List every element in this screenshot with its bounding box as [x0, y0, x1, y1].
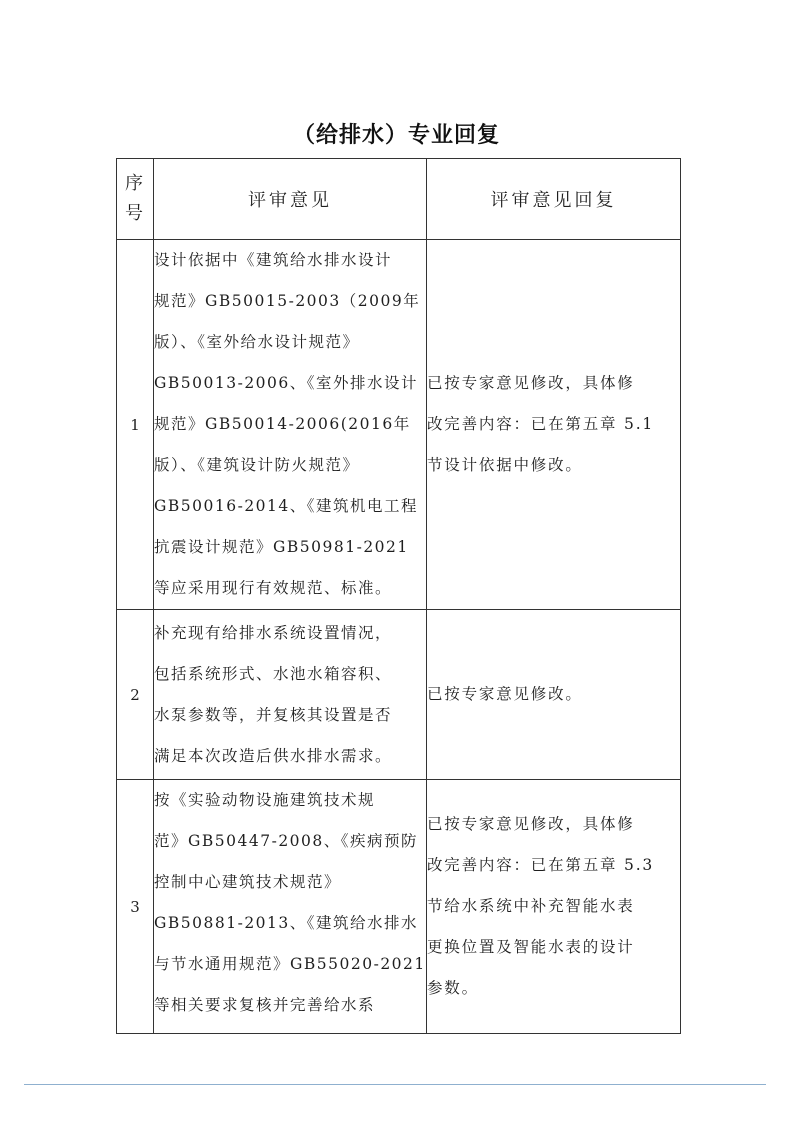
review-opinion: 补充现有给排水系统设置情况， 包括系统形式、水池水箱容积、 水泵参数等，并复核其设置是否 满足本次改造后供水排水需求。 [154, 610, 427, 780]
table-row [117, 240, 681, 610]
row-number: 1 [117, 240, 154, 610]
row-number: 3 [117, 780, 154, 1034]
header-opinion: 评审意见 [154, 159, 427, 240]
footer-divider [24, 1084, 766, 1085]
review-table [116, 158, 681, 1034]
review-reply: 已按专家意见修改，具体修 改完善内容：已在第五章 5.1 节设计依据中修改。 [427, 240, 681, 610]
review-reply: 已按专家意见修改。 [427, 610, 681, 780]
review-opinion: 设计依据中《建筑给水排水设计 规范》GB50015-2003（2009年 版）、《室外给水设计规范》 GB50013-2006、《室外排水设计 规范》GB50014-2006(2016年 版）、《建筑设计防火规范》 GB50016-2014、《建筑机电工程 抗震设计规范》GB50981-2021 等应采用现行有效规范、标准。 [154, 240, 427, 610]
table-header-row [117, 159, 681, 240]
review-reply: 已按专家意见修改，具体修 改完善内容：已在第五章 5.3 节给水系统中补充智能水表 更换位置及智能水表的设计 参数。 [427, 780, 681, 1034]
header-number: 序 号 [117, 159, 154, 240]
row-number: 2 [117, 610, 154, 780]
page-title: （给排水）专业回复 [292, 123, 500, 148]
header-reply: 评审意见回复 [427, 159, 681, 240]
review-opinion: 按《实验动物设施建筑技术规 范》GB50447-2008、《疾病预防 控制中心建筑技术规范》 GB50881-2013、《建筑给水排水 与节水通用规范》GB55020-2021 等相关要求复核并完善给水系 [154, 780, 427, 1034]
table-row [117, 780, 681, 1034]
table-row [117, 610, 681, 780]
